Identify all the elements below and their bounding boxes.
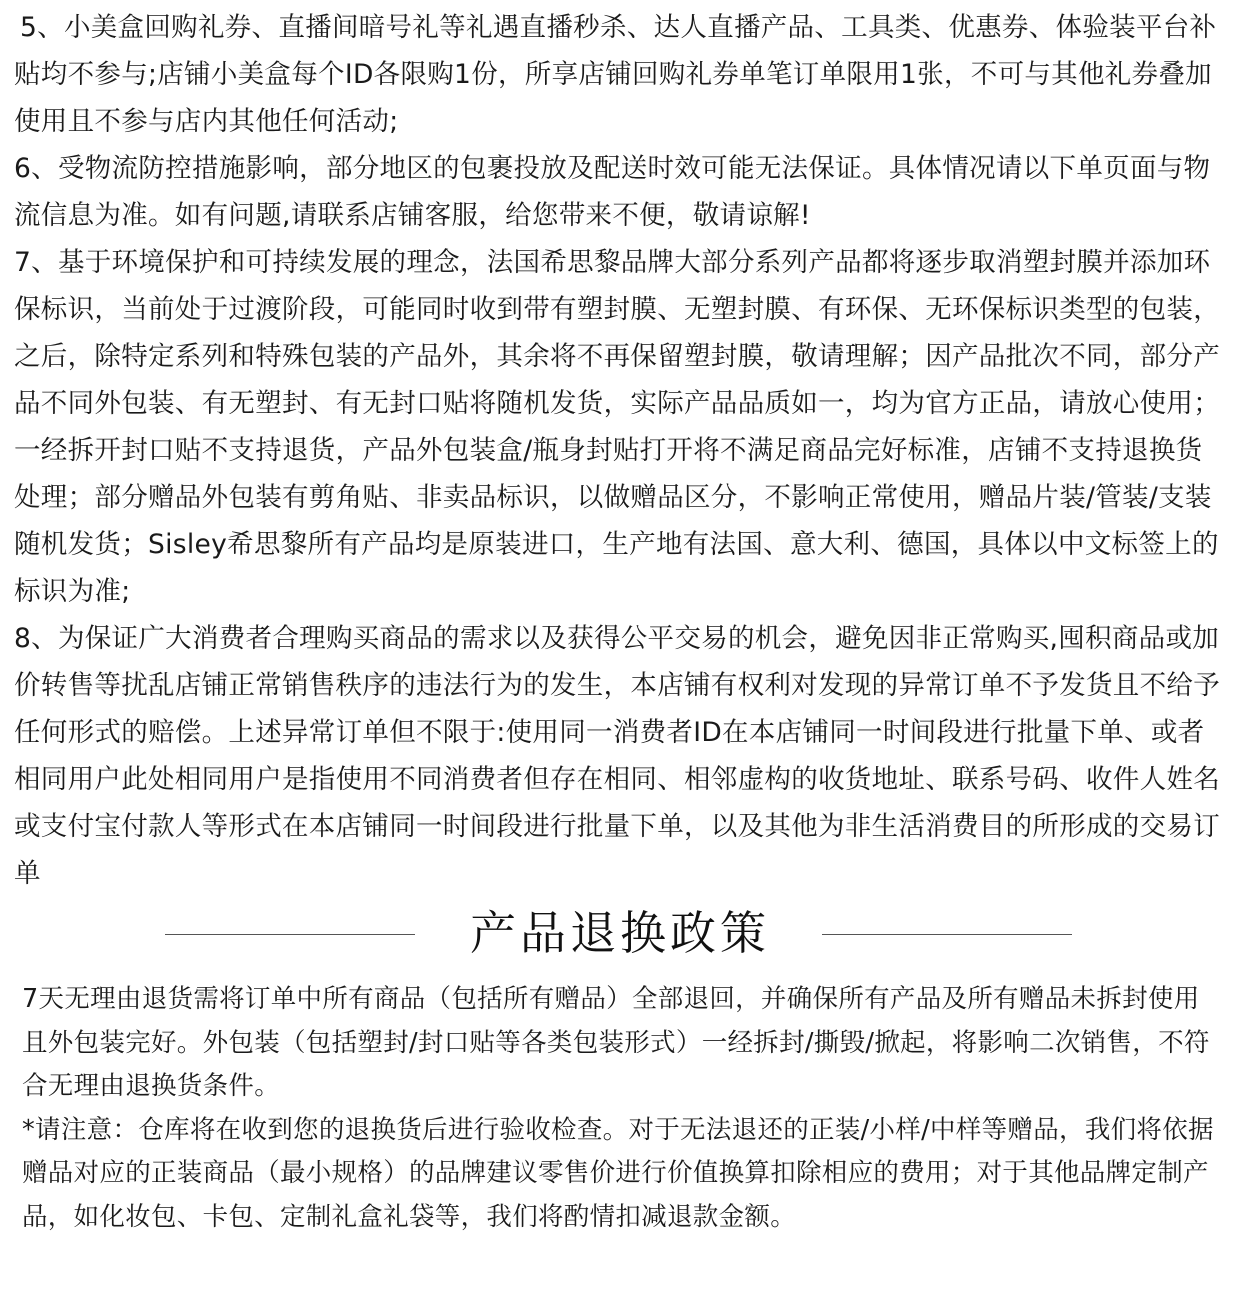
return-policy-header <box>0 898 1240 968</box>
term-item-6: 6、受物流防控措施影响，部分地区的包裹投放及配送时效可能无法保证。具体情况请以下单页面与物流信息为准。如有问题,请联系店铺客服，给您带来不便，敬请谅解! <box>14 153 1211 231</box>
term-item-7: 7、基于环境保护和可持续发展的理念，法国希思黎品牌大部分系列产品都将逐步取消塑封膜并添加环保标识，当前处于过渡阶段，可能同时收到带有塑封膜、无塑封膜、有环保、无环保标识类型的包装，之后，除特定系列和特殊包装的产品外，其余将不再保留塑封膜，敬请理解；因产品批次不同，部分产品不同外包装、有无塑封、有无封口贴将随机发货，实际产品品质如一，均为官方正品，请放心使用；一经拆开封口贴不支持退货，产品外包装盒/瓶身封贴打开将不满足商品完好标准，店铺不支持退换货处理；部分赠品外包装有剪角贴、非卖品标识，以做赠品区分，不影响正常使用，赠品片装/管装/支装随机发货；Sisley希思黎所有产品均是原装进口，生产地有法国、意大利、德国，具体以中文标签上的标识为准; <box>14 247 1220 607</box>
return-policy-body <box>22 978 1222 1239</box>
section-title: 产品退换政策 <box>470 906 770 960</box>
term-item-5: 5、小美盒回购礼券、直播间暗号礼等礼遇直播秒杀、达人直播产品、工具类、优惠券、体验装平台补贴均不参与;店铺小美盒每个ID各限购1份，所享店铺回购礼券单笔订单限用1张，不可与其他礼券叠加使用且不参与店内其他任何活动; <box>14 12 1217 137</box>
policy-paragraph-notice: *请注意：仓库将在收到您的退换货后进行验收检查。对于无法退还的正装/小样/中样等赠品，我们将依据赠品对应的正装商品（最小规格）的品牌建议零售价进行价值换算扣除相应的费用；对于其他品牌定制产品，如化妆包、卡包、定制礼盒礼袋等，我们将酌情扣减退款金额。 <box>22 1114 1214 1232</box>
terms-list <box>14 4 1226 897</box>
term-item-8: 8、为保证广大消费者合理购买商品的需求以及获得公平交易的机会，避免因非正常购买,囤积商品或加价转售等扰乱店铺正常销售秩序的违法行为的发生，本店铺有权利对发现的异常订单不予发货且不给予任何形式的赔偿。上述异常订单但不限于:使用同一消费者ID在本店铺同一时间段进行批量下单、或者相同用户此处相同用户是指使用不同消费者但存在相同、相邻虚构的收货地址、联系号码、收件人姓名或支付宝付款人等形式在本店铺同一时间段进行批量下单，以及其他为非生活消费目的所形成的交易订单 <box>14 623 1220 889</box>
policy-paragraph-return-conditions: 7天无理由退货需将订单中所有商品（包括所有赠品）全部退回，并确保所有产品及所有赠品未拆封使用且外包装完好。外包装（包括塑封/封口贴等各类包装形式）一经拆封/撕毁/掀起，将影响二次销售，不符合无理由退换货条件。 <box>22 984 1210 1101</box>
